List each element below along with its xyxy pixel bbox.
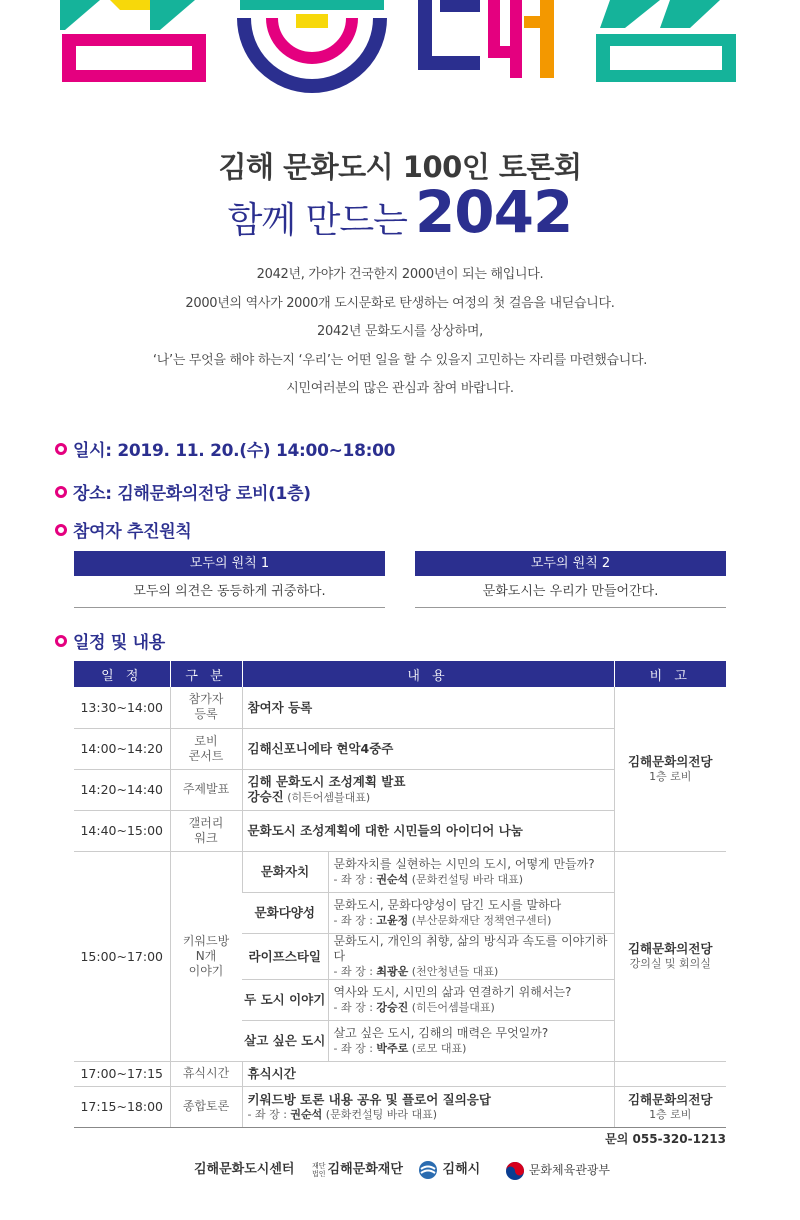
note-lobby — [614, 1086, 726, 1127]
moderator-name: 강승진 — [376, 1000, 409, 1014]
logo-gimhae-culture-foundation — [312, 1158, 403, 1182]
row-time: 17:00~17:15 — [74, 1061, 170, 1086]
datetime-text: 일시: 2019. 11. 20.(수) 14:00~18:00 — [73, 441, 396, 461]
moderator-affiliation: (문화컨설팅 바라 대표) — [408, 872, 524, 886]
moderator-prefix: - 좌 장 : — [333, 1041, 377, 1055]
datetime-heading — [55, 436, 395, 461]
row-category: 휴식시간 — [170, 1061, 242, 1086]
room-title: 두 도시 이야기 — [242, 979, 328, 1020]
note-main: 김해문화의전당 — [627, 1091, 713, 1107]
room-title: 라이프스타일 — [242, 933, 328, 979]
row-content: 문화도시 조성계획에 대한 시민들의 아이디어 나눔 — [242, 810, 614, 851]
category-line: 키워드방 — [182, 933, 230, 948]
moderator-name: 권순석 — [290, 1107, 323, 1121]
room-content — [328, 892, 614, 933]
moderator-prefix: - 좌 장 : — [333, 872, 377, 886]
table-header-row — [74, 661, 726, 687]
logo-block-3 — [418, 0, 554, 78]
room-moderator — [334, 913, 614, 928]
logo-text: 김해시 — [442, 1162, 481, 1177]
logo-gimhae-culture-city-center: 김해문화도시센터 — [194, 1162, 295, 1177]
subtitle-prefix: 함께 만드는 — [227, 200, 407, 241]
subtitle-year: 2042 — [414, 178, 573, 246]
venue-heading — [55, 479, 311, 504]
row-time: 15:00~17:00 — [74, 851, 170, 1061]
category-line: 콘서트 — [188, 748, 224, 763]
moderator-prefix: - 좌 장 : — [333, 913, 377, 927]
schedule-table — [74, 661, 726, 1128]
row-time: 14:40~15:00 — [74, 810, 170, 851]
row-time: 14:20~14:40 — [74, 769, 170, 810]
table-row — [74, 1086, 726, 1127]
note-lobby — [614, 687, 726, 851]
category-line: 로비 — [194, 733, 218, 748]
moderator-affiliation: (로모 대표) — [408, 1041, 467, 1055]
note-main: 김해문화의전당 — [627, 941, 713, 956]
logo-text: 김해문화재단 — [327, 1162, 403, 1177]
intro-line: ‘나’는 무엇을 해야 하는지 ‘우리’는 어떤 일을 할 수 있을지 고민하는 자리를 마련했습니다. — [152, 352, 648, 368]
speaker-name: 강승진 — [247, 789, 284, 804]
logo-block-1 — [60, 0, 206, 82]
page-subtitle — [0, 178, 800, 246]
row-category — [170, 851, 242, 1061]
content-speaker — [248, 789, 614, 805]
intro-line: 2000년의 역사가 2000개 도시문화로 탄생하는 여정의 첫 걸음을 내딛습니다. — [185, 295, 615, 311]
note-sub: 1층 로비 — [649, 1107, 692, 1121]
moderator-name: 박주로 — [376, 1041, 409, 1055]
row-content — [242, 1086, 614, 1127]
moderator-prefix: - 좌 장 : — [333, 1000, 377, 1014]
room-content — [328, 851, 614, 892]
logo-block-2 — [240, 0, 384, 86]
category-line: 이야기 — [188, 963, 224, 978]
principle-title: 모두의 원칙 1 — [74, 551, 385, 576]
row-time: 14:00~14:20 — [74, 728, 170, 769]
decorative-logo-banner — [0, 0, 800, 100]
row-content: 참여자 등록 — [242, 687, 614, 728]
schedule-heading-text: 일정 및 내용 — [73, 633, 165, 653]
principle-box-2 — [415, 551, 726, 608]
moderator-name: 권순석 — [376, 872, 409, 886]
logo-ministry-culture — [505, 1158, 610, 1182]
note-sub: 1층 로비 — [649, 769, 692, 783]
row-category — [170, 810, 242, 851]
note-rooms — [614, 851, 726, 1061]
logo-text: 문화체육관광부 — [528, 1163, 610, 1177]
page-title: 김해 문화도시 100인 토론회 — [218, 150, 582, 184]
principle-title: 모두의 원칙 2 — [415, 551, 726, 576]
principles-heading — [55, 517, 191, 542]
content-title: 키워드방 토론 내용 공유 및 플로어 질의응답 — [247, 1091, 491, 1107]
note-sub: 강의실 및 회의실 — [629, 957, 711, 970]
moderator-affiliation: (부산문화재단 정책연구센터) — [408, 913, 552, 927]
principle-text: 모두의 의견은 동등하게 귀중하다. — [74, 576, 385, 608]
logo-gimhae-city — [418, 1158, 480, 1182]
venue-text: 장소: 김해문화의전당 로비(1층) — [73, 484, 311, 504]
moderator-name: 최광운 — [376, 964, 409, 978]
row-time: 13:30~14:00 — [74, 687, 170, 728]
row-category — [170, 728, 242, 769]
taegeuk-emblem-icon — [505, 1161, 525, 1181]
moderator-affiliation: (히든어셈블대표) — [408, 1000, 495, 1014]
row-category: 주제발표 — [170, 769, 242, 810]
room-title: 문화다양성 — [242, 892, 328, 933]
room-content — [328, 1020, 614, 1061]
room-moderator — [334, 964, 614, 979]
logo-small-line: 법인 — [312, 1169, 326, 1178]
table-row — [74, 851, 726, 892]
circle-bullet-icon — [55, 635, 67, 647]
row-note — [614, 1061, 726, 1086]
room-question: 문화도시, 개인의 취향, 삶의 방식과 속도를 이야기하다 — [333, 933, 608, 963]
intro-text — [0, 261, 800, 404]
logo-small-text — [312, 1162, 326, 1178]
content-title: 김해 문화도시 조성계획 발표 — [247, 774, 406, 789]
note-main: 김해문화의전당 — [627, 753, 713, 769]
moderator-prefix: - 좌 장 : — [247, 1107, 291, 1121]
logo-small-line: 재단 — [312, 1161, 326, 1170]
circle-bullet-icon — [55, 443, 67, 455]
room-moderator — [334, 1041, 614, 1056]
intro-line: 2042년 문화도시를 상상하며, — [317, 324, 483, 339]
room-moderator — [334, 1000, 614, 1015]
schedule-heading — [55, 628, 165, 653]
room-title: 문화자치 — [242, 851, 328, 892]
row-content: 휴식시간 — [242, 1061, 614, 1086]
room-content — [328, 979, 614, 1020]
category-line: 등록 — [194, 707, 218, 722]
circle-bullet-icon — [55, 524, 67, 536]
inquiry-phone: 문의 055-320-1213 — [605, 1132, 726, 1146]
principle-box-1 — [74, 551, 385, 608]
intro-line: 2042년, 가야가 건국한지 2000년이 되는 해입니다. — [256, 267, 544, 282]
moderator-affiliation: (천안청년들 대표) — [408, 964, 499, 978]
row-category: 종합토론 — [170, 1086, 242, 1127]
moderator-prefix: - 좌 장 : — [333, 964, 377, 978]
room-moderator — [334, 872, 614, 887]
row-content — [242, 769, 614, 810]
speaker-affiliation: (히든어셈블대표) — [283, 791, 371, 804]
logo-block-4 — [596, 0, 736, 82]
footer-logos — [0, 1158, 800, 1182]
intro-line: 시민여러분의 많은 관심과 참여 바랍니다. — [286, 381, 514, 396]
room-question: 역사와 도시, 시민의 삶과 연결하기 위해서는? — [333, 984, 572, 999]
row-time: 17:15~18:00 — [74, 1086, 170, 1127]
principle-text: 문화도시는 우리가 만들어간다. — [415, 576, 726, 608]
header-category: 구 분 — [170, 661, 242, 687]
room-content — [328, 933, 614, 979]
room-question: 문화도시, 문화다양성이 담긴 도시를 말하다 — [333, 897, 562, 912]
principles-heading-text: 참여자 추진원칙 — [73, 522, 192, 542]
room-title: 살고 싶은 도시 — [242, 1020, 328, 1061]
circle-bullet-icon — [55, 486, 67, 498]
moderator-affiliation: (문화컨설팅 바라 대표) — [322, 1107, 438, 1121]
header-content: 내 용 — [242, 661, 614, 687]
table-row — [74, 1061, 726, 1086]
row-category — [170, 687, 242, 728]
category-line: N개 — [195, 948, 217, 963]
moderator-name: 고윤정 — [376, 913, 409, 927]
header-note: 비 고 — [614, 661, 726, 687]
header-time: 일 정 — [74, 661, 170, 687]
room-question: 문화자치를 실현하는 시민의 도시, 어떻게 만들까? — [333, 856, 595, 871]
row-content: 김해신포니에타 현악4중주 — [242, 728, 614, 769]
table-row — [74, 687, 726, 728]
room-question: 살고 싶은 도시, 김해의 매력은 무엇일까? — [333, 1025, 549, 1040]
content-moderator — [248, 1107, 614, 1122]
gimhae-city-logo-icon — [418, 1160, 438, 1180]
category-line: 갤러리 — [188, 815, 224, 830]
category-line: 참가자 — [188, 692, 224, 707]
category-line: 워크 — [194, 830, 218, 845]
